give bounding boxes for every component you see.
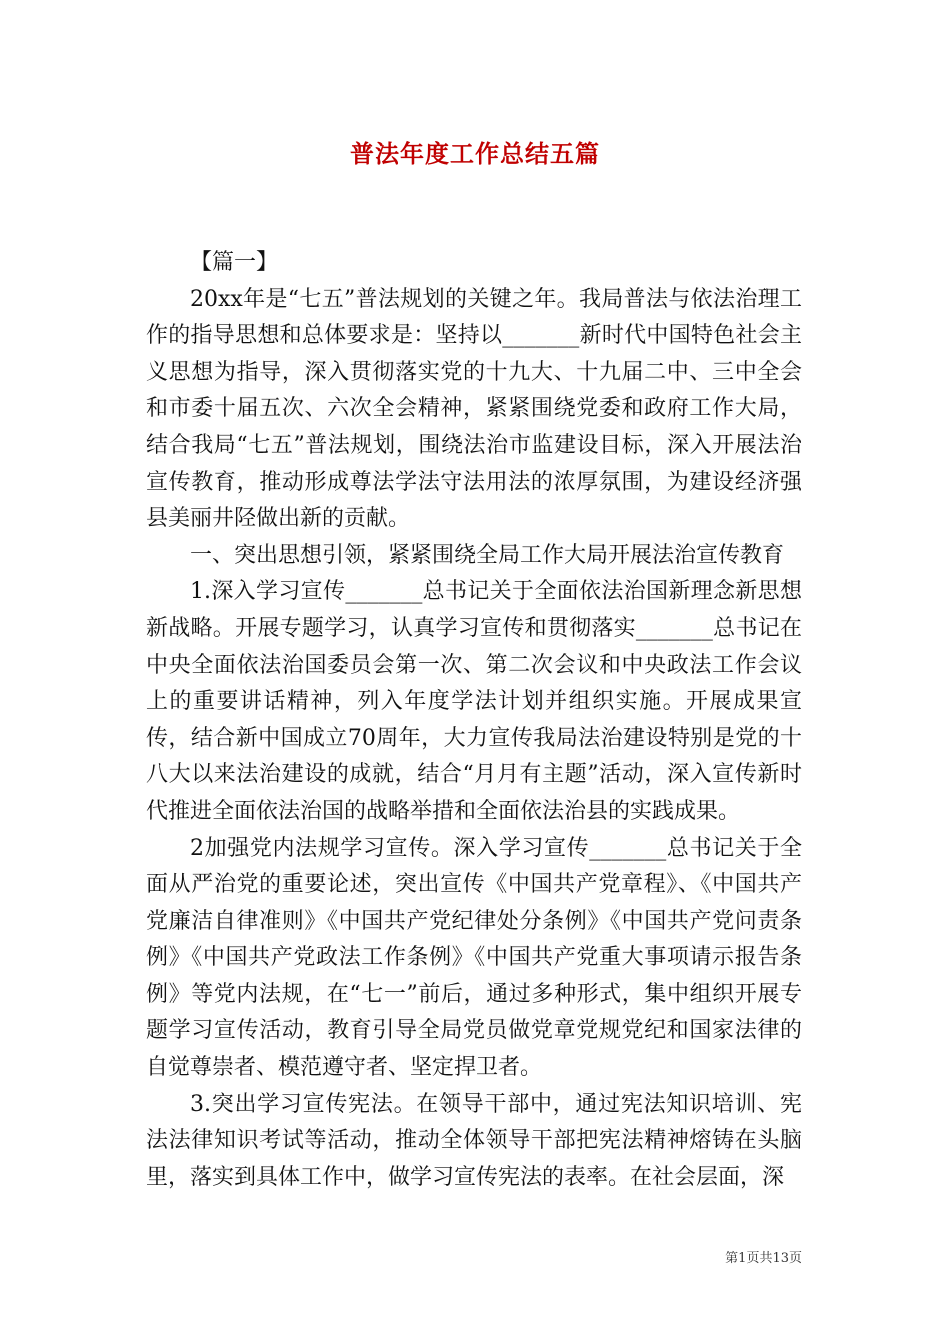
section-subheading: 一、突出思想引领，紧紧围绕全局工作大局开展法治宣传教育 [190,542,785,568]
body-paragraph: 20xx年是“七五”普法规划的关键之年。我局普法与依法治理工作的指导思想和总体要求是：坚持以_______新时代中国特色社会主义思想为指导，深入贯彻落实党的十九大、十九届二中、三中全会和市委十届五次、六次全会精神，紧紧围绕党委和政府工作大局，结合我局“七五”普法规划，围绕法治市监建设目标，深入开展法治宣传教育，推动形成尊法学法守法用法的浓厚氛围，为建设经济强县美丽井陉做出新的贡献。 [146,286,802,532]
body-paragraph: 3.突出学习宣传宪法。在领导干部中，通过宪法知识培训、宪法法律知识考试等活动，推动全体领导干部把宪法精神熔铸在头脑里，落实到具体工作中，做学习宣传宪法的表率。在社会层面，深 [146,1091,802,1190]
body-paragraph: 2加强党内法规学习宣传。深入学习宣传_______总书记关于全面从严治党的重要论述，突出宣传《中国共产党章程》、《中国共产党廉洁自律准则》《中国共产党纪律处分条例》《中国共产党问责条例》《中国共产党政法工作条例》《中国共产党重大事项请示报告条例》等党内法规，在“七一”前后，通过多种形式，集中组织开展专题学习宣传活动，教育引导全局党员做党章党规党纪和国家法律的自觉尊崇者、模范遵守者、坚定捍卫者。 [146,835,802,1081]
document-title: 普法年度工作总结五篇 [350,139,600,168]
body-paragraph: 1.深入学习宣传_______总书记关于全面依法治国新理念新思想新战略。开展专题学习，认真学习宣传和贯彻落实_______总书记在中央全面依法治国委员会第一次、第二次会议和中央政法工作会议上的重要讲话精神，列入年度学法计划并组织实施。开展成果宣传，结合新中国成立70周年，大力宣传我局法治建设特别是党的十八大以来法治建设的成就，结合“月月有主题”活动，深入宣传新时代推进全面依法治国的战略举措和全面依法治县的实践成果。 [146,579,802,824]
document-body [146,245,802,1196]
section-heading: 【篇一】 [190,250,279,275]
page-number-footer: 第1页共13页 [725,1251,802,1266]
